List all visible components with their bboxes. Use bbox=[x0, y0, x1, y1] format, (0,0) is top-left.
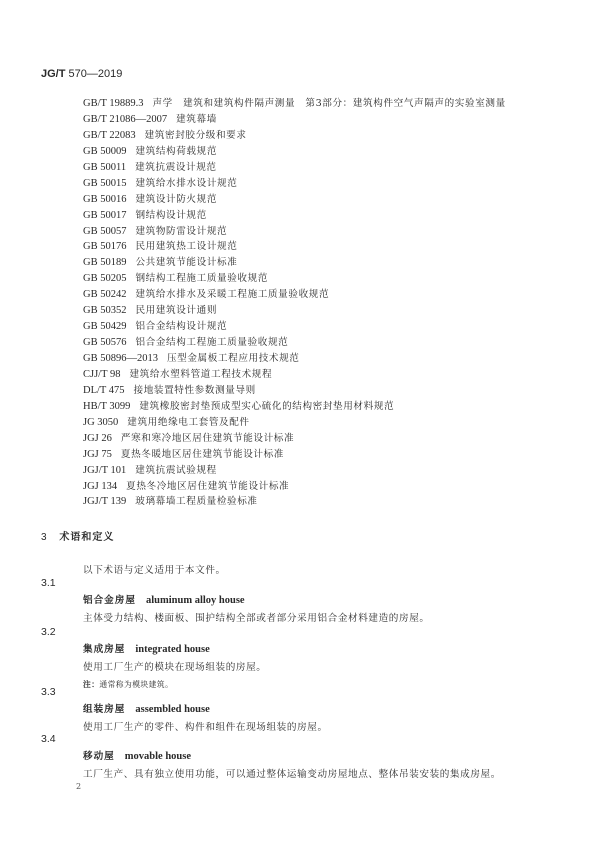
reference-code: JGJ/T 139 bbox=[83, 496, 127, 508]
reference-code: GB/T 19889.3 bbox=[83, 98, 144, 109]
reference-title: 建筑给水塑料管道工程技术规程 bbox=[129, 368, 273, 380]
reference-item bbox=[83, 239, 506, 255]
section-title: 术语和定义 bbox=[59, 532, 115, 543]
term-entry bbox=[41, 683, 581, 737]
reference-code: GB 50176 bbox=[83, 241, 127, 253]
reference-title: 声学 建筑和建筑构件隔声测量 第3部分：建筑构件空气声隔声的实验室测量 bbox=[152, 98, 506, 109]
reference-code: JG 3050 bbox=[83, 416, 119, 428]
doc-number: 570—2019 bbox=[68, 68, 123, 80]
reference-item bbox=[83, 319, 506, 335]
reference-item bbox=[83, 287, 506, 303]
reference-item bbox=[83, 128, 506, 144]
reference-item bbox=[83, 479, 506, 495]
reference-title: 建筑给水排水设计规范 bbox=[135, 177, 238, 189]
note-text: 通常称为模块建筑。 bbox=[99, 680, 174, 689]
term-heading bbox=[83, 748, 581, 766]
reference-item bbox=[83, 367, 506, 383]
reference-title: 公共建筑节能设计标准 bbox=[135, 257, 238, 269]
reference-code: GB 50205 bbox=[83, 273, 127, 285]
reference-code: GB 50189 bbox=[83, 257, 127, 269]
reference-item bbox=[83, 351, 506, 367]
reference-code: GB 50009 bbox=[83, 145, 127, 157]
term-name-zh: 移动屋 bbox=[83, 751, 115, 762]
page-number: 2 bbox=[76, 782, 82, 791]
reference-code: JGJ 134 bbox=[83, 480, 118, 492]
reference-code: GB 50242 bbox=[83, 289, 127, 301]
reference-code: GB/T 22083 bbox=[83, 129, 136, 141]
normative-references-list bbox=[83, 96, 506, 510]
term-name-zh: 集成房屋 bbox=[83, 644, 126, 655]
reference-item bbox=[83, 447, 506, 463]
reference-code: JGJ 75 bbox=[83, 448, 112, 460]
term-number: 3.2 bbox=[41, 626, 56, 638]
reference-title: 压型金属板工程应用技术规范 bbox=[166, 353, 300, 364]
reference-title: 钢结构工程施工质量验收规范 bbox=[135, 273, 268, 285]
reference-code: GB 50017 bbox=[83, 209, 127, 221]
reference-item bbox=[83, 335, 506, 351]
reference-item bbox=[83, 494, 506, 510]
reference-code: JGJ 26 bbox=[83, 432, 112, 444]
term-name-en: integrated house bbox=[135, 644, 210, 655]
term-definition: 使用工厂生产的零件、构件和组件在现场组装的房屋。 bbox=[83, 722, 328, 733]
reference-title: 钢结构设计规范 bbox=[135, 209, 207, 221]
term-number: 3.4 bbox=[41, 733, 56, 745]
section-number: 3 bbox=[41, 532, 47, 543]
reference-title: 夏热冬暖地区居住建筑节能设计标准 bbox=[120, 448, 284, 460]
reference-item bbox=[83, 160, 506, 176]
reference-title: 建筑密封胶分级和要求 bbox=[144, 129, 247, 141]
reference-code: CJJ/T 98 bbox=[83, 368, 121, 380]
reference-title: 铝合金结构设计规范 bbox=[135, 321, 228, 333]
reference-item bbox=[83, 415, 506, 431]
term-heading bbox=[83, 592, 581, 610]
term-heading bbox=[83, 641, 581, 659]
term-entry bbox=[41, 730, 581, 784]
term-number: 3.1 bbox=[41, 577, 56, 589]
reference-title: 建筑橡胶密封垫预成型实心硫化的结构密封垫用材料规范 bbox=[139, 400, 395, 412]
term-heading bbox=[83, 701, 581, 719]
reference-title: 民用建筑热工设计规范 bbox=[135, 241, 238, 253]
term-definition: 工厂生产、具有独立使用功能，可以通过整体运输变动房屋地点、整体吊装安装的集成房屋。 bbox=[83, 769, 501, 780]
reference-item bbox=[83, 96, 506, 112]
term-definition: 使用工厂生产的模块在现场组装的房屋。 bbox=[83, 662, 267, 673]
reference-code: JGJ/T 101 bbox=[83, 464, 127, 476]
reference-item bbox=[83, 463, 506, 479]
term-name-en: assembled house bbox=[135, 704, 210, 715]
reference-code: GB 50896—2013 bbox=[83, 353, 158, 364]
reference-title: 建筑幕墙 bbox=[176, 113, 217, 125]
reference-code: GB/T 21086—2007 bbox=[83, 113, 168, 125]
reference-code: GB 50576 bbox=[83, 337, 127, 349]
reference-title: 接地装置特性参数测量导则 bbox=[133, 384, 256, 396]
reference-code: GB 50011 bbox=[83, 161, 127, 173]
reference-title: 建筑用绝缘电工套管及配件 bbox=[127, 416, 250, 428]
reference-item bbox=[83, 208, 506, 224]
reference-item bbox=[83, 176, 506, 192]
reference-code: GB 50015 bbox=[83, 177, 127, 189]
document-header bbox=[41, 68, 122, 80]
note-label: 注： bbox=[83, 680, 100, 689]
reference-item bbox=[83, 255, 506, 271]
reference-title: 建筑结构荷载规范 bbox=[135, 145, 218, 157]
reference-item bbox=[83, 144, 506, 160]
term-number: 3.3 bbox=[41, 686, 56, 698]
reference-item bbox=[83, 431, 506, 447]
reference-title: 铝合金结构工程施工质量验收规范 bbox=[135, 337, 289, 349]
section-heading bbox=[41, 528, 114, 543]
reference-code: GB 50352 bbox=[83, 305, 127, 317]
term-definition: 主体受力结构、楼面板、围护结构全部或者部分采用铝合金材料建造的房屋。 bbox=[83, 613, 430, 624]
doc-prefix: JG/T bbox=[41, 68, 66, 80]
reference-code: GB 50057 bbox=[83, 225, 127, 237]
term-entry bbox=[41, 574, 581, 628]
reference-title: 夏热冬冷地区居住建筑节能设计标准 bbox=[126, 480, 290, 492]
term-name-zh: 组装房屋 bbox=[83, 704, 126, 715]
reference-code: DL/T 475 bbox=[83, 384, 125, 396]
reference-code: GB 50429 bbox=[83, 321, 127, 333]
term-name-en: movable house bbox=[124, 751, 191, 762]
reference-title: 玻璃幕墙工程质量检验标准 bbox=[135, 496, 258, 508]
reference-title: 建筑物防雷设计规范 bbox=[135, 225, 228, 237]
reference-title: 严寒和寒冷地区居住建筑节能设计标准 bbox=[120, 432, 295, 444]
reference-code: GB 50016 bbox=[83, 193, 127, 205]
reference-item bbox=[83, 303, 506, 319]
reference-title: 建筑抗震试验规程 bbox=[135, 464, 217, 476]
reference-item bbox=[83, 224, 506, 240]
reference-code: HB/T 3099 bbox=[83, 400, 131, 412]
section-intro: 以下术语与定义适用于本文件。 bbox=[83, 565, 226, 576]
reference-title: 民用建筑设计通则 bbox=[135, 305, 218, 317]
reference-item bbox=[83, 383, 506, 399]
reference-item bbox=[83, 192, 506, 208]
reference-item bbox=[83, 399, 506, 415]
reference-item bbox=[83, 112, 506, 128]
reference-title: 建筑设计防火规范 bbox=[135, 193, 218, 205]
term-name-zh: 铝合金房屋 bbox=[83, 595, 136, 606]
reference-item bbox=[83, 271, 506, 287]
term-name-en: aluminum alloy house bbox=[145, 595, 245, 606]
reference-title: 建筑给水排水及采暖工程施工质量验收规范 bbox=[135, 289, 330, 301]
reference-title: 建筑抗震设计规范 bbox=[135, 161, 217, 173]
